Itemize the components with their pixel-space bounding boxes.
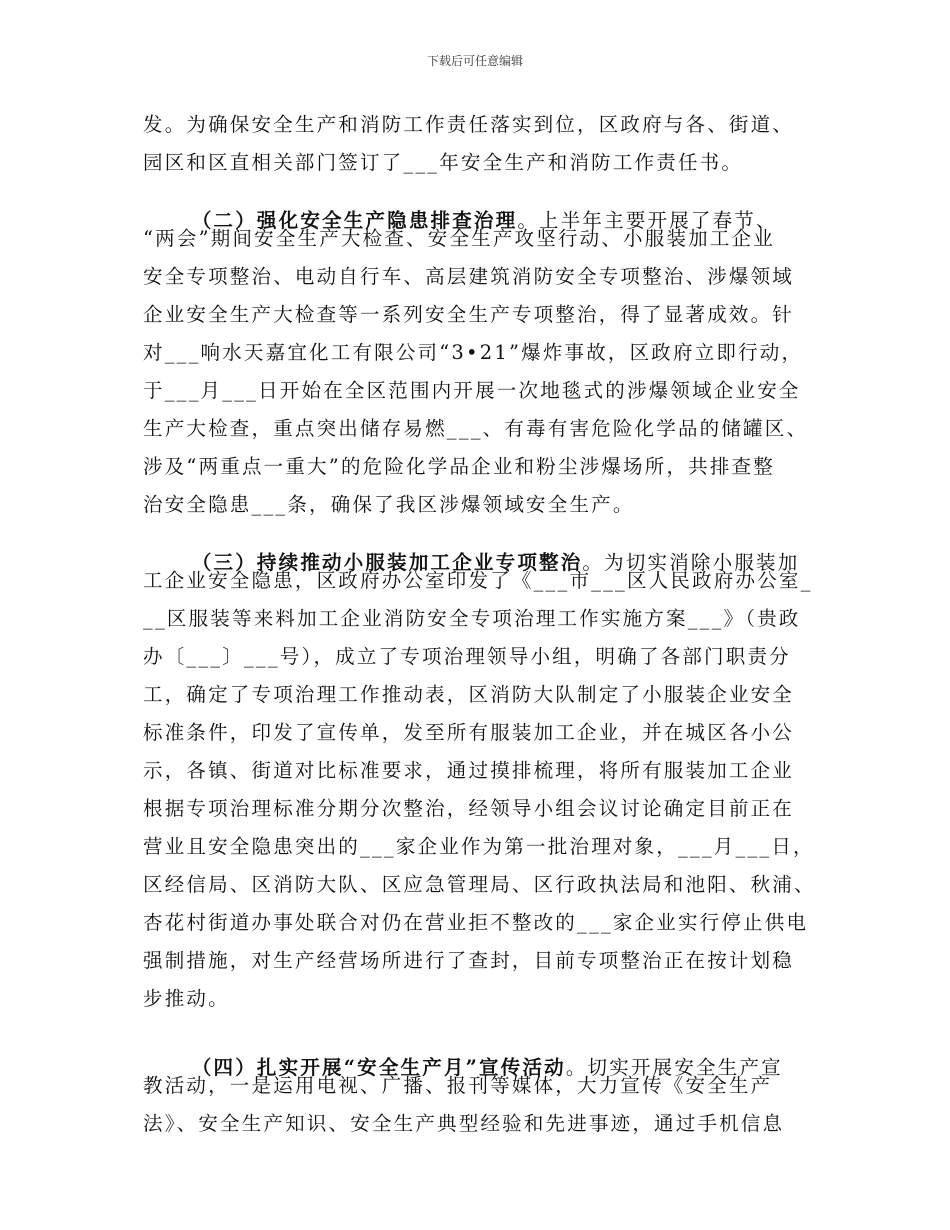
paragraph-heading xyxy=(175,1038,783,1077)
section-heading: （三）持续推动小服装加工企业专项整治 xyxy=(191,550,583,574)
text-line: 标准条件，印发了宣传单，发至所有服装加工企业，并在城区各小公 xyxy=(143,721,795,744)
text-line: 步推动。 xyxy=(143,987,230,1010)
text-line: 强制措施，对生产经营场所进行了查封，目前专项整治正在按计划稳 xyxy=(143,949,795,972)
text-line: 工企业安全隐患，区政府办公室印发了《___市___区人民政府办公室_ xyxy=(143,569,813,592)
paragraph-heading xyxy=(175,191,778,230)
section-heading: （四）扎实开展“安全生产月”宣传活动 xyxy=(191,1055,566,1079)
text-line: 根据专项治理标准分期分次整治，经领导小组会议讨论确定目前正在 xyxy=(143,797,795,820)
text-line: __区服装等来料加工企业消防安全专项治理工作实施方案___》（贵政 xyxy=(143,607,801,630)
text-line: 营业且安全隐患突出的___家企业作为第一批治理对象，___月___日， xyxy=(143,835,815,858)
text-line: 法》、安全生产知识、安全生产典型经验和先进事迹，通过手机信息 xyxy=(143,1112,785,1135)
text-line: 工，确定了专项治理工作推动表，区消防大队制定了小服装企业安全 xyxy=(143,683,795,706)
text-line: 企业安全生产大检查等一系列安全生产专项整治，得了显著成效。针 xyxy=(143,303,795,326)
text-line: 园区和区直相关部门签订了___年安全生产和消防工作责任书。 xyxy=(143,151,744,174)
text-line: “两会”期间安全生产大检查、安全生产攻坚行动、小服装加工企业 xyxy=(143,227,775,250)
text-line: 于___月___日开始在全区范围内开展一次地毯式的涉爆领域企业安全 xyxy=(143,379,801,402)
text-line: 区经信局、区消防大队、区应急管理局、区行政执法局和池阳、秋浦、 xyxy=(143,873,816,896)
text-line: 杏花村街道办事处联合对仍在营业拒不整改的___家企业实行停止供电 xyxy=(143,911,809,934)
text-line: 安全专项整治、电动自行车、高层建筑消防安全专项整治、涉爆领域 xyxy=(143,265,795,288)
text-line: 涉及“两重点一重大”的危险化学品企业和粉尘涉爆场所，共排查整 xyxy=(143,455,775,478)
text-line: 生产大检查，重点突出储存易燃___、有毒有害危险化学品的储罐区、 xyxy=(143,417,809,440)
text-line: 对___响水天嘉宜化工有限公司“3•21”爆炸事故，区政府立即行动， xyxy=(143,341,804,364)
text-run: 。上半年主要开展了春节、 xyxy=(517,208,778,232)
section-heading: （二）强化安全生产隐患排查治理 xyxy=(191,208,518,232)
page-header: 下载后可任意编辑 xyxy=(426,54,523,68)
text-run: 。切实开展安全生产宣 xyxy=(565,1055,783,1079)
text-line: 示，各镇、街道对比标准要求，通过摸排梳理，将所有服装加工企业 xyxy=(143,759,795,782)
text-line: 治安全隐患___条，确保了我区涉爆领域安全生产。 xyxy=(143,493,635,516)
text-run: 。为切实消除小服装加 xyxy=(582,550,800,574)
text-line: 办〔___〕___号），成立了专项治理领导小组，明确了各部门职责分 xyxy=(143,645,791,668)
paragraph-heading xyxy=(175,533,799,572)
text-line: 发。为确保安全生产和消防工作责任落实到位，区政府与各、街道、 xyxy=(143,113,795,136)
text-line: 教活动，一是运用电视、广播、报刊等媒体，大力宣传《安全生产 xyxy=(143,1074,773,1097)
